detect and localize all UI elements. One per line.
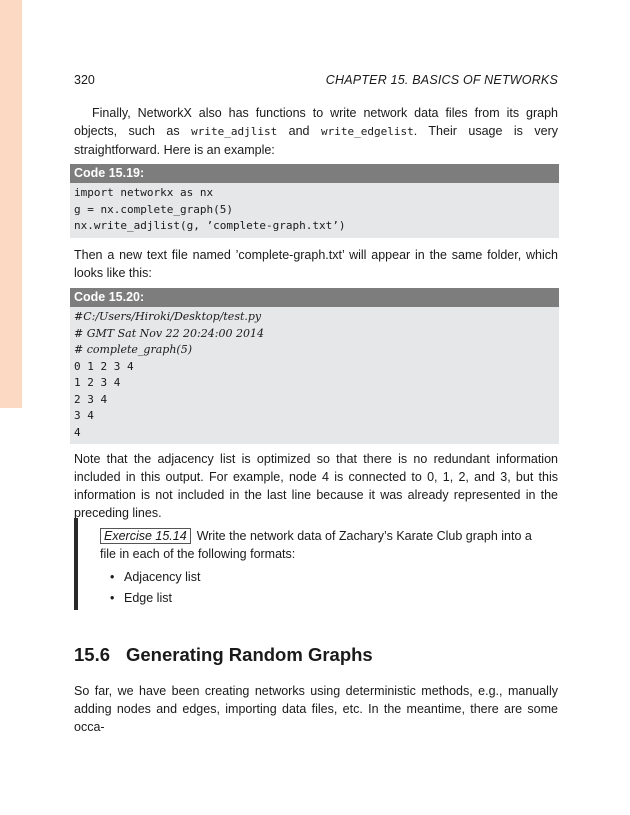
chapter-title: CHAPTER 15. BASICS OF NETWORKS <box>325 73 558 87</box>
code-line: 3 4 <box>74 409 94 422</box>
paragraph-new-file: Then a new text file named ’complete-graph.txt’ will appear in the same folder, which looks like this: <box>74 248 558 280</box>
inline-code-write-edgelist: write_edgelist <box>320 125 414 138</box>
exercise-label: Exercise 15.14 <box>100 528 191 544</box>
bullet-icon: • <box>110 591 115 605</box>
code-block-body <box>70 307 559 444</box>
code-line: #C:/Users/Hiroki/Desktop/test.py <box>74 310 262 323</box>
paragraph-random-graphs: So far, we have been creating networks using deterministic methods, e.g., manually adding nodes and edges, importing data files, etc. In the meantime, there are some occa- <box>74 684 558 734</box>
code-line: import networkx as nx <box>74 186 214 199</box>
paragraph-intro: Finally, NetworkX also has functions to write network data files from its graph objects, such as write_adjlist and write_edgelist. Their usage is very straightforward. Here is an example: <box>74 106 558 157</box>
section-title: Generating Random Graphs <box>126 644 373 665</box>
inline-code-write-adjlist: write_adjlist <box>191 125 278 138</box>
bullet-icon: • <box>110 570 115 584</box>
code-line: 4 <box>74 425 81 439</box>
list-item: • Adjacency list <box>110 567 550 588</box>
list-item: • Edge list <box>110 588 550 609</box>
code-line: 1 2 3 4 <box>74 376 121 389</box>
page-number: 320 <box>74 73 95 87</box>
exercise-content <box>100 527 550 609</box>
paragraph-adjacency-note: Note that the adjacency list is optimized so that there is no redundant information included in this output. For example, node 4 is connected to 0, 1, 2, and 3, but this information is not included in the last line because it was already represented in the preceding lines. <box>74 452 558 520</box>
code-block-15-20 <box>70 288 559 444</box>
code-line: g = nx.complete_graph(5) <box>74 202 233 216</box>
code-block-body <box>70 183 559 238</box>
code-line: nx.write_adjlist(g, ’complete-graph.txt’) <box>74 219 346 232</box>
section-heading <box>74 644 373 666</box>
exercise-list <box>100 567 550 609</box>
code-block-title: Code 15.19: <box>70 164 559 183</box>
code-block-title: Code 15.20: <box>70 288 559 307</box>
exercise-text: Write the network data of Zachary’s Karate Club graph into a file in each of the following formats: <box>100 529 532 561</box>
exercise-box <box>74 518 562 610</box>
code-block-15-19 <box>70 164 559 238</box>
code-line: # complete_graph(5) <box>74 343 192 356</box>
code-line: 2 3 4 <box>74 392 108 406</box>
section-number: 15.6 <box>74 644 111 665</box>
code-line: # GMT Sat Nov 22 20:24:00 2014 <box>74 326 264 340</box>
code-line: 0 1 2 3 4 <box>74 359 134 373</box>
side-tab <box>0 0 22 408</box>
running-header <box>74 73 558 91</box>
